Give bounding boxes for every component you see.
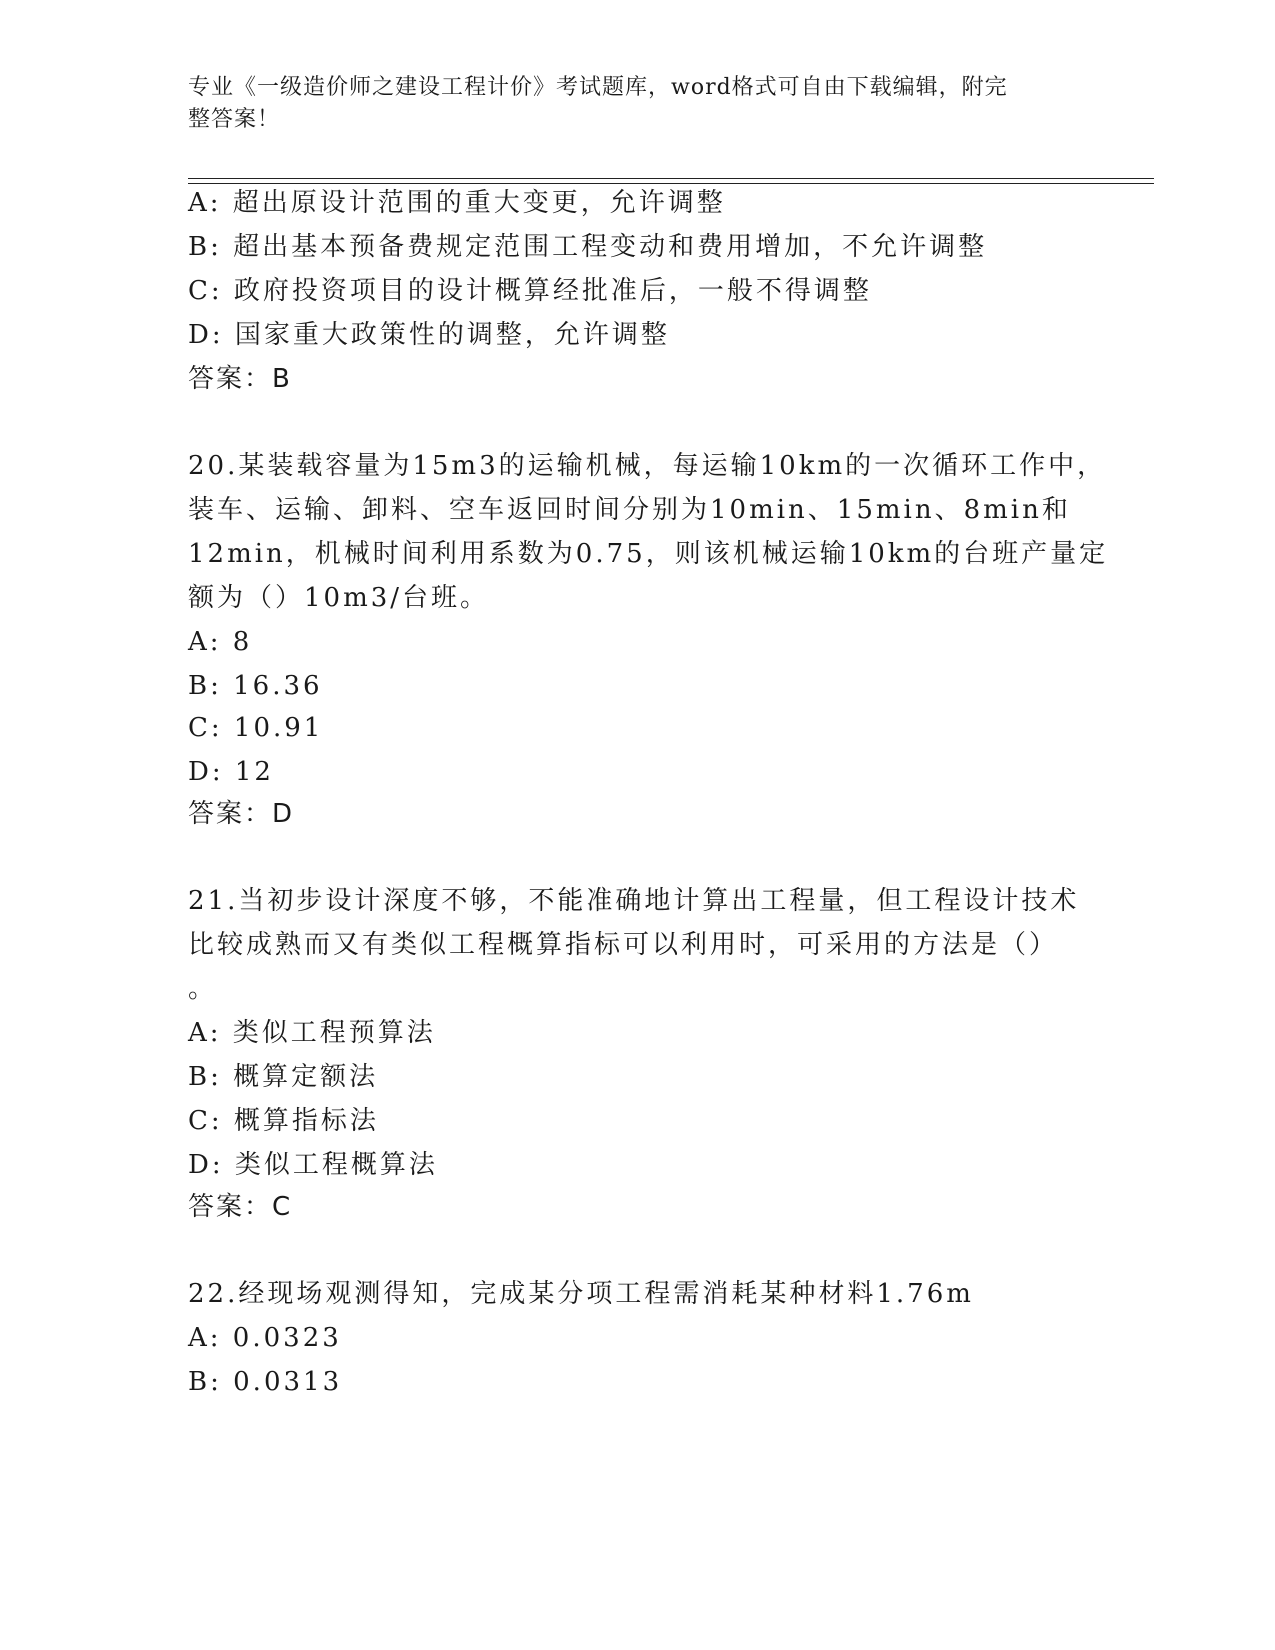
option-a: A: 类似工程预算法 <box>188 1018 436 1048</box>
question-stem-line: 22.经现场观测得知，完成某分项工程需消耗某种材料1.76m <box>188 1279 974 1309</box>
document-header <box>188 72 1088 136</box>
header-line-1: 专业《一级造价师之建设工程计价》考试题库，word格式可自由下载编辑，附完 <box>188 75 1008 100</box>
question-stem-line: 21.当初步设计深度不够，不能准确地计算出工程量，但工程设计技术 <box>188 886 1080 916</box>
option-d: D: 类似工程概算法 <box>188 1150 438 1180</box>
option-c: C: 概算指标法 <box>188 1106 379 1136</box>
question-stem-line: 装车、运输、卸料、空车返回时间分别为10min、15min、8min和 <box>188 495 1071 525</box>
option-b: B: 概算定额法 <box>188 1062 379 1092</box>
option-b: B: 16.36 <box>188 671 323 701</box>
question-stem-line: 。 <box>188 974 218 1004</box>
option-d: D: 12 <box>188 757 274 787</box>
question-stem-line: 20.某装载容量为15m3的运输机械，每运输10km的一次循环工作中， <box>188 451 1107 481</box>
option-d: D: 国家重大政策性的调整，允许调整 <box>188 320 670 350</box>
option-b: B: 超出基本预备费规定范围工程变动和费用增加，不允许调整 <box>188 232 988 262</box>
answer: 答案：D <box>188 799 295 829</box>
answer: 答案：C <box>188 1192 293 1222</box>
option-a: A: 超出原设计范围的重大变更，允许调整 <box>188 188 726 218</box>
option-a: A: 0.0323 <box>188 1323 342 1353</box>
question-stem-line: 12min，机械时间利用系数为0.75，则该机械运输10km的台班产量定 <box>188 539 1109 569</box>
answer: 答案：B <box>188 364 292 394</box>
header-line-2: 整答案！ <box>188 107 281 132</box>
header-rule-bottom <box>188 183 1154 184</box>
question-stem-line: 额为（）10m3/台班。 <box>188 583 490 613</box>
option-c: C: 政府投资项目的设计概算经批准后，一般不得调整 <box>188 276 872 306</box>
option-a: A: 8 <box>188 627 253 657</box>
header-rule-top <box>188 178 1154 179</box>
option-b: B: 0.0313 <box>188 1367 343 1397</box>
option-c: C: 10.91 <box>188 713 324 743</box>
question-stem-line: 比较成熟而又有类似工程概算指标可以利用时，可采用的方法是（） <box>188 930 1059 960</box>
